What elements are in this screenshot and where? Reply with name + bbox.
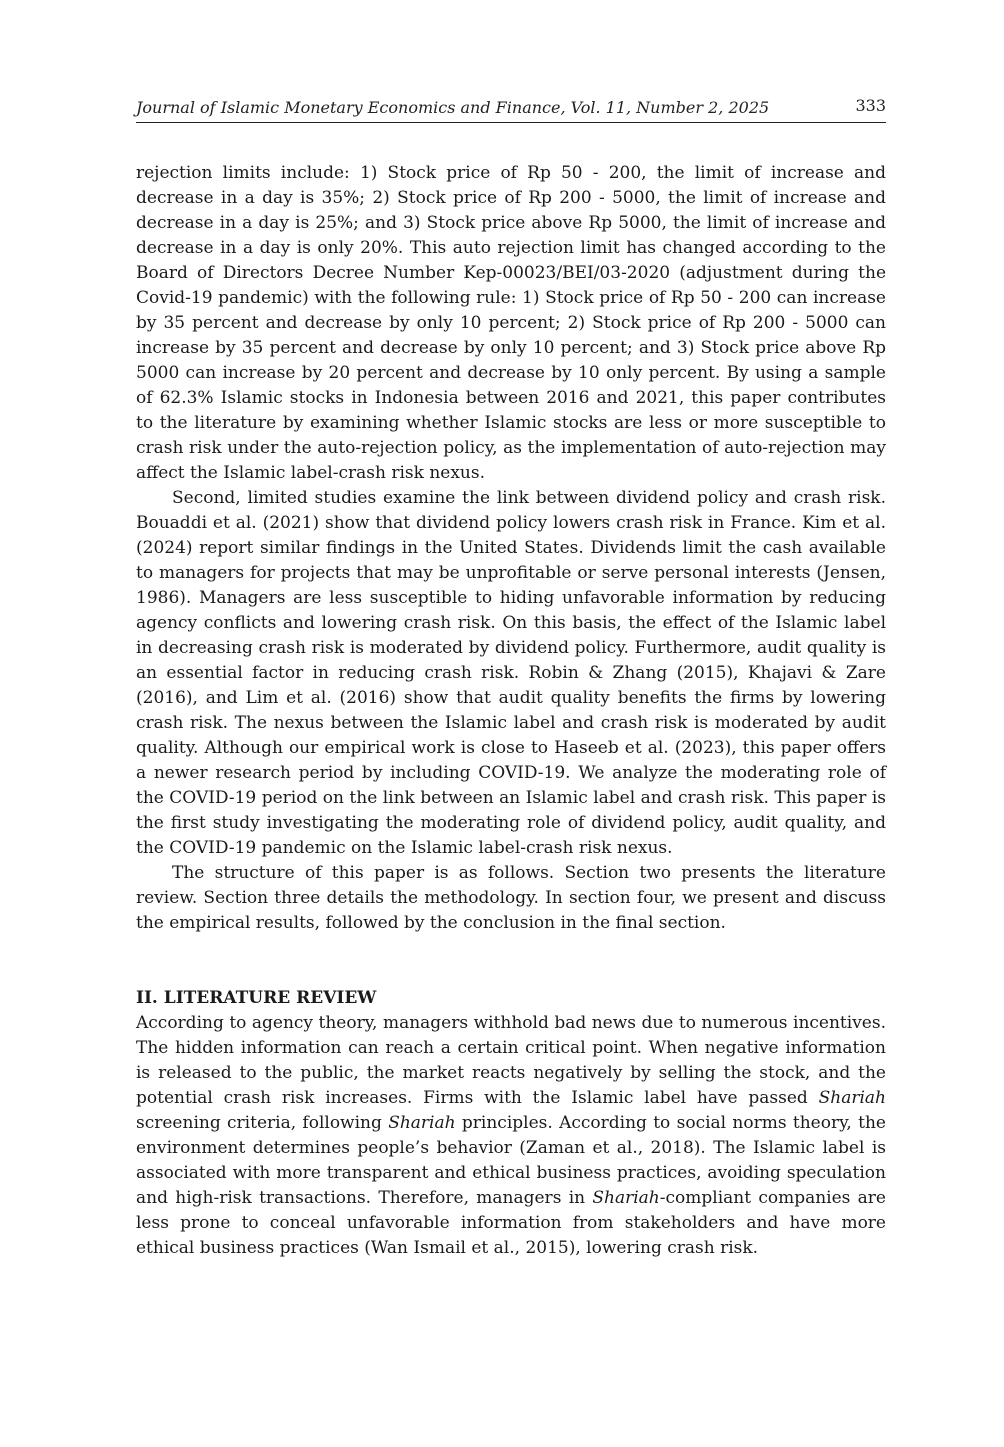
running-header bbox=[136, 96, 886, 123]
paragraph-dividend-policy: Second, limited studies examine the link between dividend policy and crash risk. Bouaddi et al. (2021) show that dividend policy lowers crash risk in France. Kim et al. (2024) report similar findings in the United States. Dividends limit the cash available to managers for projects that may be unprofitable or serve personal interests (Jensen, 1986). Managers are less susceptible to hiding unfavorable information by reducing agency conflicts and lowering crash risk. On this basis, the effect of the Islamic label in decreasing crash risk is moderated by dividend policy. Furthermore, audit quality is an essential factor in reducing crash risk. Robin & Zhang (2015), Khajavi & Zare (2016), and Lim et al. (2016) show that audit quality benefits the firms by lowering crash risk. The nexus between the Islamic label and crash risk is moderated by audit quality. Although our empirical work is close to Haseeb et al. (2023), this paper offers a newer research period by including COVID-19. We analyze the moderating role of the COVID-19 period on the link between an Islamic label and crash risk. This paper is the first study investigating the moderating role of dividend policy, audit quality, and the COVID-19 pandemic on the Islamic label-crash risk nexus. bbox=[136, 488, 886, 858]
italic-term: Shariah bbox=[388, 1113, 456, 1133]
italic-term: Shariah bbox=[818, 1088, 886, 1108]
journal-title: Journal of Islamic Monetary Economics and Finance, Vol. 11, Number 2, 2025 bbox=[136, 98, 770, 117]
text-run: screening criteria, following bbox=[136, 1113, 389, 1133]
section-heading-literature-review: II. LITERATURE REVIEW bbox=[136, 988, 377, 1008]
text-run: -compliant companies are less prone to conceal unfavorable information from stakeholders and have more ethical business practices (Wan Ismail et al., 2015), lowering crash risk. bbox=[136, 1188, 886, 1258]
paragraph-paper-structure: The structure of this paper is as follows. Section two presents the literature review. Section three details the methodology. In section four, we present and discuss the empirical results, followed by the conclusion in the final section. bbox=[136, 863, 886, 933]
page-number: 333 bbox=[855, 96, 886, 115]
text-run: principles. According to social norms theory, the environment determines people’s behavior (Zaman et al., 2018). The Islamic label is associated with more transparent and ethical business practices, avoiding speculation and high-risk transactions. Therefore, managers in bbox=[136, 1113, 886, 1208]
text-run: According to agency theory, managers withhold bad news due to numerous incentives. The hidden information can reach a certain critical point. When negative information is released to the public, the market reacts negatively by selling the stock, and the potential crash risk increases. Firms with the Islamic label have passed bbox=[136, 1013, 886, 1108]
italic-term: Shariah bbox=[592, 1188, 660, 1208]
paragraph-literature-review bbox=[136, 1011, 886, 1261]
paragraph-auto-rejection: rejection limits include: 1) Stock price of Rp 50 - 200, the limit of increase and decrease in a day is 35%; 2) Stock price of Rp 200 - 5000, the limit of increase and decrease in a day is 25%; and 3) Stock price above Rp 5000, the limit of increase and decrease in a day is only 20%. This auto rejection limit has changed according to the Board of Directors Decree Number Kep-00023/BEI/03-2020 (adjustment during the Covid-19 pandemic) with the following rule: 1) Stock price of Rp 50 - 200 can increase by 35 percent and decrease by only 10 percent; 2) Stock price of Rp 200 - 5000 can increase by 35 percent and decrease by only 10 percent; and 3) Stock price above Rp 5000 can increase by 20 percent and decrease by 10 only percent. By using a sample of 62.3% Islamic stocks in Indonesia between 2016 and 2021, this paper contributes to the literature by examining whether Islamic stocks are less or more susceptible to crash risk under the auto-rejection policy, as the implementation of auto-rejection may affect the Islamic label-crash risk nexus. bbox=[136, 163, 886, 483]
body-text bbox=[136, 161, 886, 1261]
